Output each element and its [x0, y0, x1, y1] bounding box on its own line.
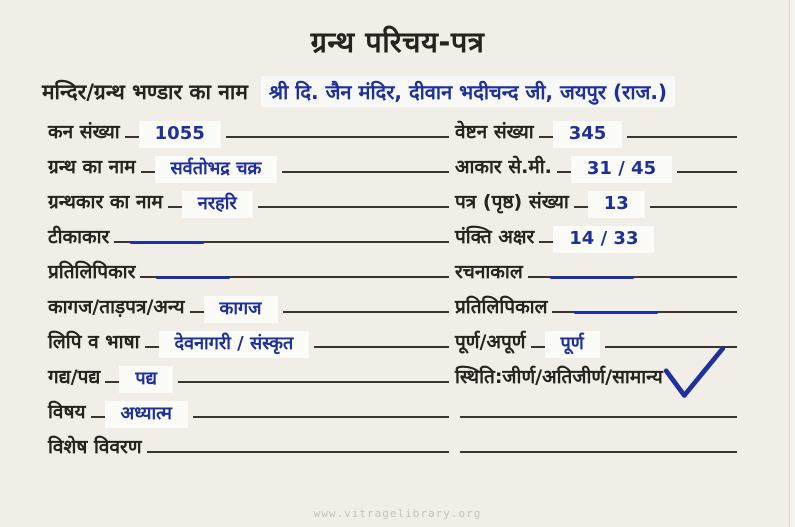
field-label: लिपि व भाषा — [48, 331, 140, 354]
field-label: टीकाकार — [48, 226, 110, 249]
ruled-line — [282, 171, 449, 173]
ruled-line — [531, 346, 545, 348]
left-field — [48, 394, 455, 429]
field-label: प्रतिलिपिकाल — [455, 296, 548, 319]
field-label: आकार से.मी. — [455, 156, 552, 179]
ruled-line — [557, 171, 571, 173]
ruled-line — [659, 241, 737, 243]
field-value: 345 — [553, 121, 623, 148]
owner-field-label: मन्दिर/ग्रन्थ भण्डार का नाम — [42, 80, 248, 104]
ruled-line — [552, 311, 737, 313]
ruled-line — [258, 206, 449, 208]
field-value: 31 / 45 — [571, 156, 672, 183]
right-field — [455, 289, 739, 324]
field-label: स्थिति:जीर्ण/अतिजीर्ण/सामान्य — [455, 366, 663, 389]
field-label: पंक्ति अक्षर — [455, 226, 535, 249]
left-field — [48, 289, 455, 324]
ruled-line — [528, 276, 737, 278]
left-field — [48, 114, 455, 149]
form-row — [48, 114, 739, 149]
field-value: पद्य — [119, 366, 173, 393]
ruled-line — [627, 136, 737, 138]
ruled-line — [114, 241, 449, 243]
owner-row — [42, 76, 777, 107]
ruled-line — [147, 451, 449, 453]
ruled-line — [460, 451, 737, 453]
left-field — [48, 254, 455, 289]
form-row — [48, 359, 739, 394]
form-row — [48, 394, 739, 429]
field-label: ग्रन्थकार का नाम — [48, 191, 163, 214]
right-field — [455, 184, 739, 219]
field-value: सर्वतोभद्र चक्र — [155, 156, 278, 183]
ruled-line — [283, 311, 449, 313]
field-label: कागज/ताड़पत्र/अन्य — [48, 296, 185, 319]
ruled-line — [168, 206, 182, 208]
form-row — [48, 324, 739, 359]
ruled-line — [141, 171, 155, 173]
field-value: देवनागरी / संस्कृत — [159, 331, 310, 358]
left-field — [48, 219, 455, 254]
owner-field-value: श्री दि. जैन मंदिर, दीवान भदीचन्द जी, जयपुर (राज.) — [261, 76, 675, 107]
field-value: पूर्ण — [545, 331, 600, 358]
ruled-line — [314, 346, 449, 348]
ruled-line — [105, 381, 119, 383]
form-row — [48, 149, 739, 184]
right-field — [455, 359, 739, 394]
card-title: ग्रन्थ परिचय-पत्र — [310, 25, 485, 59]
ruled-line — [677, 171, 737, 173]
form-row — [48, 254, 739, 289]
form-row — [48, 429, 739, 464]
ruled-line — [539, 136, 553, 138]
left-field — [48, 324, 455, 359]
right-field — [455, 254, 739, 289]
ruled-line — [178, 381, 449, 383]
right-field — [455, 149, 739, 184]
ruled-line — [226, 136, 449, 138]
ruled-line — [125, 136, 139, 138]
field-label: वेष्टन संख्या — [455, 121, 534, 144]
form-row — [48, 289, 739, 324]
right-field — [455, 429, 739, 464]
field-value: अध्यात्म — [105, 401, 188, 428]
ruled-line — [574, 206, 588, 208]
scan-paper-edge — [789, 0, 795, 527]
left-field — [48, 184, 455, 219]
field-label: गद्य/पद्य — [48, 366, 101, 389]
blank-blue-mark — [574, 311, 658, 314]
condition-tick-icon — [663, 346, 727, 400]
left-field — [48, 359, 455, 394]
field-label: विषय — [48, 401, 86, 424]
ruled-line — [190, 311, 204, 313]
form-row — [48, 219, 739, 254]
form-rows — [48, 114, 739, 464]
field-value: 14 / 33 — [553, 226, 654, 253]
blank-blue-mark — [550, 276, 634, 279]
ruled-line — [91, 416, 105, 418]
field-label: रचनाकाल — [455, 261, 523, 284]
blank-blue-mark — [130, 241, 204, 244]
ruled-line — [193, 416, 449, 418]
field-label: पत्र (पृष्ठ) संख्या — [455, 191, 569, 214]
field-value: 13 — [588, 191, 645, 218]
field-value: 1055 — [139, 121, 221, 148]
right-field — [455, 219, 739, 254]
ruled-line — [140, 276, 449, 278]
blank-blue-mark — [156, 276, 230, 279]
field-label: विशेष विवरण — [48, 436, 142, 459]
watermark: www.vitragelibrary.org — [313, 507, 482, 520]
field-value: नरहरि — [182, 191, 253, 218]
form-row — [48, 184, 739, 219]
field-label: कन संख्या — [48, 121, 120, 144]
ruled-line — [539, 241, 553, 243]
left-field — [48, 429, 455, 464]
field-label: ग्रन्थ का नाम — [48, 156, 136, 179]
ruled-line — [145, 346, 159, 348]
right-field — [455, 114, 739, 149]
field-label: प्रतिलिपिकार — [48, 261, 136, 284]
left-field — [48, 149, 455, 184]
ruled-line — [460, 416, 737, 418]
field-label: पूर्ण/अपूर्ण — [455, 331, 526, 354]
ruled-line — [650, 206, 737, 208]
field-value: कागज — [204, 296, 278, 323]
